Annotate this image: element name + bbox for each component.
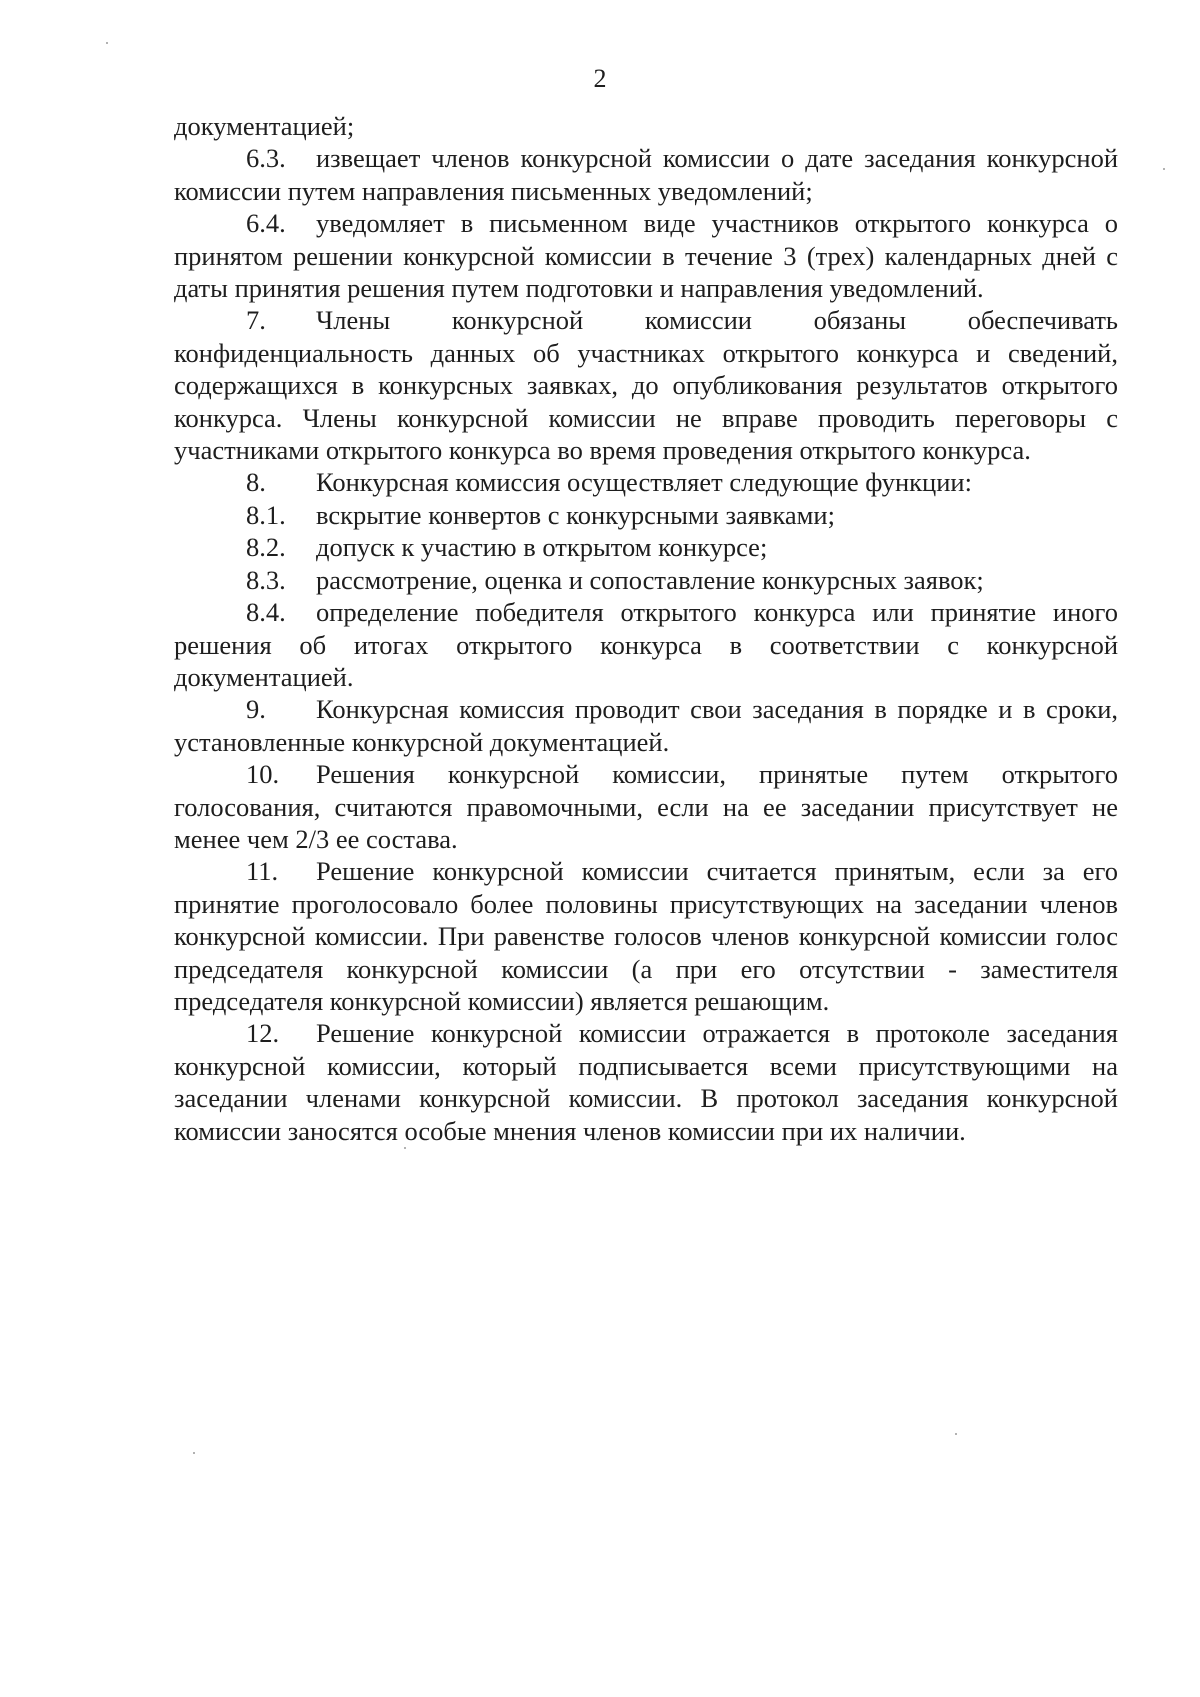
page-number: 2 [593, 64, 607, 93]
paragraph-8-2 [174, 531, 1118, 563]
scan-speck [955, 1433, 957, 1435]
paragraph-text: уведомляет в письменном виде участников открытого конкурса о принятом решении конкурсной комиссии в течение 3 (трех) календарных дней с даты принятия решения путем подготовки и направления уведомлений. [174, 208, 1118, 304]
paragraph-number: 8.4. [246, 597, 286, 628]
paragraph-text: рассмотрение, оценка и сопоставление конкурсных заявок; [316, 564, 984, 595]
paragraph-6-3 [174, 142, 1118, 207]
scan-speck [1163, 168, 1165, 170]
paragraph-number: 11. [246, 856, 279, 887]
scan-speck [106, 42, 108, 44]
paragraph-text: допуск к участию в открытом конкурсе; [316, 532, 768, 563]
paragraph-text: Члены конкурсной комиссии обязаны обеспечивать конфиденциальность данных об участниках открытого конкурса и сведений, содержащихся в конкурсных заявках, до опубликования результатов открытого конкурса. Члены конкурсной комиссии не вправе проводить переговоры с участниками открытого конкурса во время проведения открытого конкурса. [174, 305, 1118, 466]
paragraph-8-3 [174, 564, 1118, 596]
paragraph-text: Решение конкурсной комиссии считается принятым, если за его принятие проголосовало более половины присутствующих на заседании членов конкурсной комиссии. При равенстве голосов членов конкурсной комиссии голос председателя конкурсной комиссии (а при его отсутствии - заместителя председателя конкурсной комиссии) является решающим. [174, 856, 1118, 1016]
paragraph-8-1 [174, 499, 1118, 531]
paragraph-8 [174, 466, 1118, 498]
paragraph-text: Решение конкурсной комиссии отражается в протоколе заседания конкурсной комиссии, который подписывается всеми присутствующими на заседании членами конкурсной комиссии. В протокол заседания конкурсной комиссии заносятся особые мнения членов комиссии при их наличии. [174, 1018, 1118, 1146]
document-body [174, 110, 1118, 1147]
paragraph-7 [174, 304, 1118, 466]
paragraph-text: Конкурсная комиссия осуществляет следующие функции: [316, 467, 972, 498]
paragraph-number: 8. [246, 467, 266, 498]
paragraph-6-4 [174, 207, 1118, 304]
paragraph-9 [174, 693, 1118, 758]
paragraph-text: извещает членов конкурсной комиссии о дате заседания конкурсной комиссии путем направления письменных уведомлений; [174, 143, 1118, 206]
scan-speck [404, 1147, 406, 1149]
paragraph-text: определение победителя открытого конкурса или принятие иного решения об итогах открытого конкурса в соответствии с конкурсной документацией. [174, 597, 1118, 692]
scan-speck [193, 1452, 195, 1454]
paragraph-continuation [174, 110, 1118, 142]
paragraph-number: 6.4. [246, 208, 286, 239]
paragraph-number: 6.3. [246, 143, 286, 174]
paragraph-text: документацией; [174, 111, 355, 141]
paragraph-number: 9. [246, 694, 266, 725]
paragraph-text: Решения конкурсной комиссии, принятые путем открытого голосования, считаются правомочными, если на ее заседании присутствует не менее чем 2/3 ее состава. [174, 759, 1118, 854]
paragraph-12 [174, 1017, 1118, 1147]
paragraph-number: 8.2. [246, 532, 286, 563]
paragraph-text: вскрытие конвертов с конкурсными заявками; [316, 499, 835, 530]
paragraph-number: 7. [246, 305, 266, 336]
paragraph-8-4 [174, 596, 1118, 693]
paragraph-11 [174, 855, 1118, 1017]
paragraph-10 [174, 758, 1118, 855]
paragraph-number: 10. [246, 759, 280, 790]
paragraph-number: 8.1. [246, 499, 286, 530]
paragraph-number: 12. [246, 1018, 280, 1049]
paragraph-number: 8.3. [246, 564, 286, 595]
paragraph-text: Конкурсная комиссия проводит свои заседания в порядке и в сроки, установленные конкурсной документацией. [174, 694, 1118, 757]
